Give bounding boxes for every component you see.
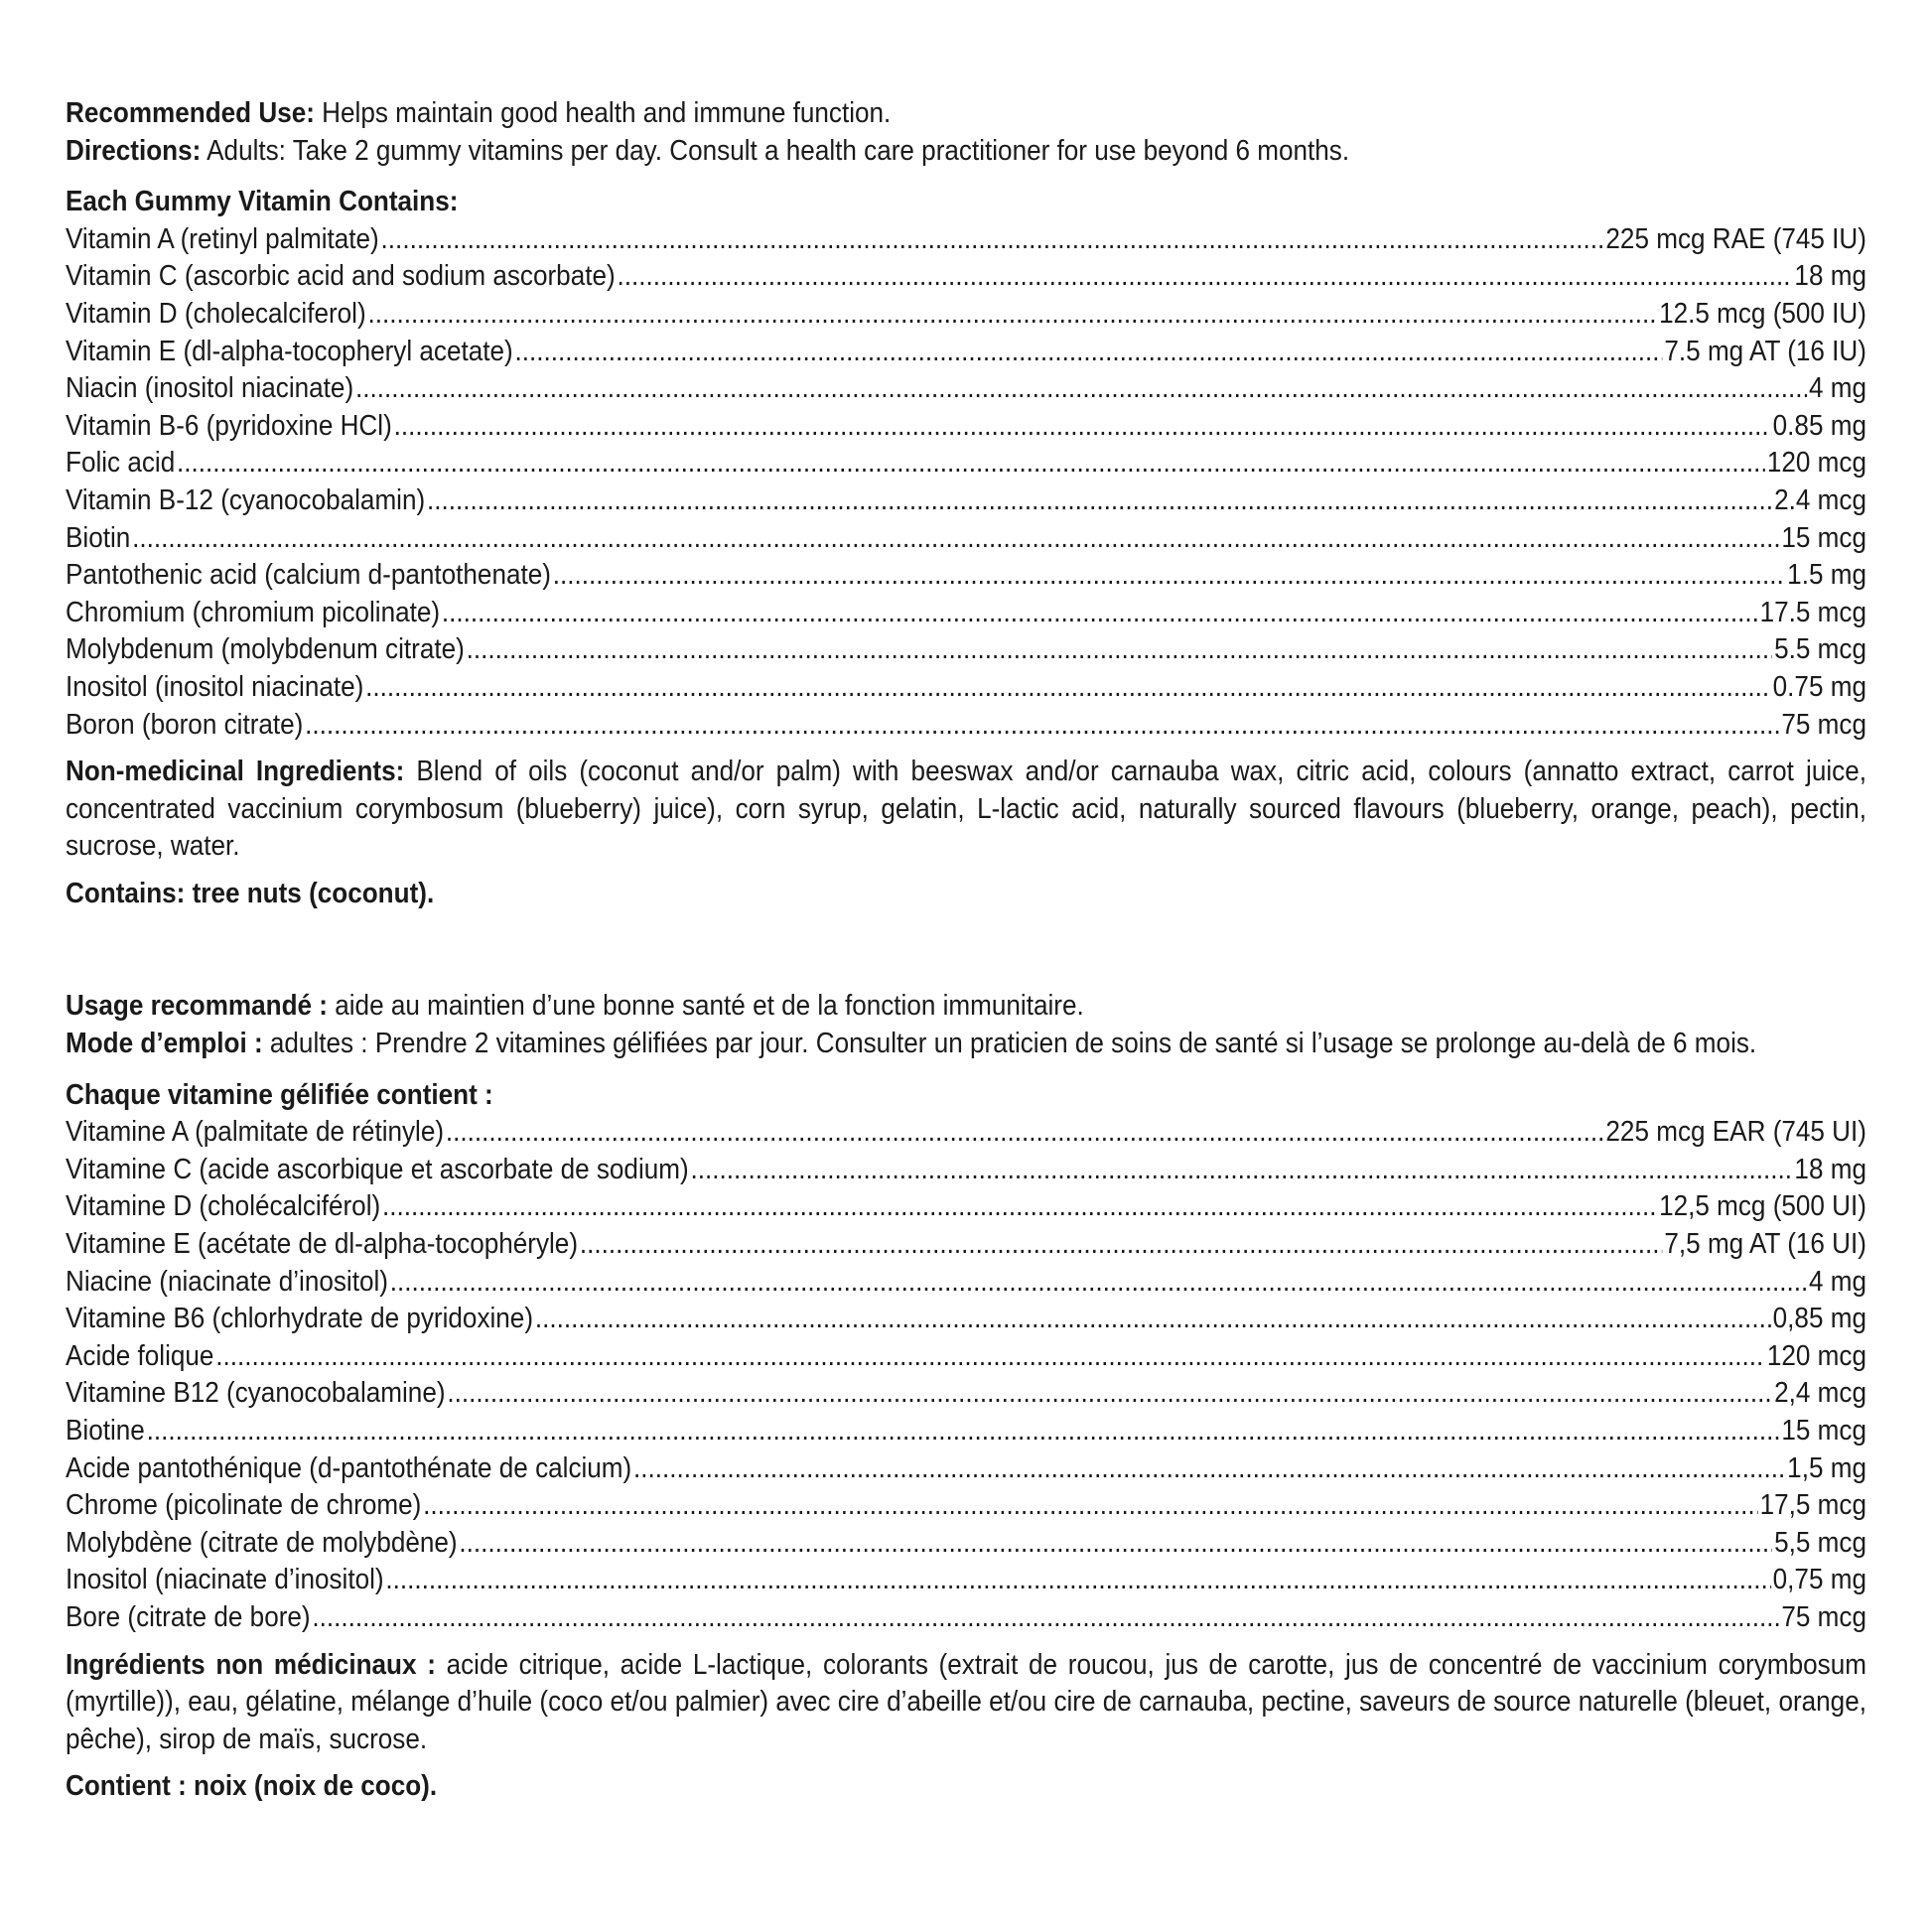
ingredient-name: Bore (citrate de bore) [66, 1600, 311, 1633]
contains-heading: Each Gummy Vitamin Contains: [66, 186, 459, 218]
ingredient-row [66, 1301, 1866, 1338]
ingredient-amount: 0,75 mg [1772, 1564, 1866, 1596]
ingredient-amount: 4 mg [1808, 1265, 1866, 1298]
ingredient-row [66, 595, 1866, 632]
ingredient-name: Molybdène (citrate de molybdène) [66, 1526, 458, 1559]
ingredient-name: Chromium (chromium picolinate) [66, 596, 441, 628]
ingredient-row [66, 669, 1866, 707]
ingredient-amount: 0.75 mg [1772, 670, 1866, 703]
ingredient-row [66, 483, 1866, 520]
ingredient-row [66, 334, 1866, 371]
ingredient-row [66, 296, 1866, 334]
ingredient-amount: 0,85 mg [1772, 1303, 1866, 1335]
ingredient-name: Acide pantothénique (d-pantothénate de calcium) [66, 1451, 632, 1484]
ingredient-name: Folic acid [66, 447, 176, 480]
directions [66, 133, 1866, 171]
ingredient-name: Vitamine D (cholécalciférol) [66, 1190, 381, 1223]
ingredient-name: Vitamine A (palmitate de rétinyle) [66, 1116, 445, 1149]
dot-leader [467, 631, 1773, 669]
dot-leader [427, 483, 1772, 520]
recommended-use-text: Helps maintain good health and immune function. [314, 97, 892, 129]
usage-recommande-label: Usage recommandé : [66, 990, 328, 1023]
ingredient-name: Vitamin B-6 (pyridoxine HCl) [66, 409, 392, 442]
non-medicinal-label: Non-medicinal Ingredients: [66, 756, 405, 788]
dot-leader [394, 408, 1771, 446]
ingredient-amount: 4 mg [1808, 372, 1866, 405]
mode-emploi-label: Mode d’emploi : [66, 1028, 263, 1060]
ingredient-name: Vitamin A (retinyl palmitate) [66, 222, 379, 255]
dot-leader [446, 1114, 1604, 1152]
dot-leader [535, 1301, 1771, 1338]
ingredient-amount: 18 mg [1794, 260, 1866, 293]
dot-leader [553, 557, 1786, 595]
dot-leader [312, 1599, 1779, 1637]
ingredient-row [66, 520, 1866, 558]
ingredient-name: Molybdenum (molybdenum citrate) [66, 633, 465, 666]
ingredient-name: Vitamine B6 (chlorhydrate de pyridoxine) [66, 1303, 534, 1335]
ingredient-row [66, 1188, 1866, 1226]
ingredient-name: Vitamin B-12 (cyanocobalamin) [66, 483, 426, 516]
ingredient-amount: 1,5 mg [1787, 1451, 1866, 1484]
dot-leader [580, 1226, 1663, 1264]
ingredient-amount: 120 mcg [1766, 447, 1866, 480]
ingredient-amount: 75 mcg [1781, 1600, 1866, 1633]
ingredient-amount: 225 mcg RAE (745 IU) [1605, 222, 1866, 255]
ingredient-row [66, 1599, 1866, 1637]
ingredient-row [66, 370, 1866, 408]
mode-emploi [66, 1026, 1866, 1063]
mode-emploi-text: adultes : Prendre 2 vitamines gélifiées par jour. Consulter un praticien de soins de santé si l’usage se prolonge au-delà de 6 mois. [262, 1028, 1757, 1060]
ingredient-row [66, 1450, 1866, 1488]
ingredient-name: Vitamine B12 (cyanocobalamine) [66, 1377, 446, 1410]
dot-leader [382, 1188, 1657, 1226]
non-medicinal-ingredients [66, 754, 1866, 866]
non-medicinal-text: Blend of oils (coconut and/or palm) with beeswax and/or carnauba wax, citric acid, colours (annatto extract, carrot juice, concentrated vaccinium corymbosum (blueberry) juice), corn syrup, gelatin, L-lactic acid, naturally sourced flavours (blueberry, orange, peach), pectin, sucrose, water. [66, 756, 1866, 863]
ingredient-amount: 75 mcg [1781, 708, 1866, 741]
non-medicinaux-text: acide citrique, acide L-lactique, colorants (extrait de roucou, jus de carotte, jus de concentré de vaccinium corymbosum (myrtille)), eau, gélatine, mélange d’huile (coco et/ou palmier) avec cire d’abeille et/ou cire de carnauba, pectine, saveurs de source naturelle (bleuet, orange, pêche), sirop de maïs, sucrose. [66, 1648, 1866, 1755]
ingredient-amount: 7.5 mg AT (16 IU) [1664, 335, 1866, 367]
ingredient-amount: 5.5 mcg [1774, 633, 1866, 666]
dot-leader [355, 370, 1807, 408]
ingredient-row [66, 445, 1866, 483]
dot-leader [447, 1375, 1772, 1413]
ingredient-amount: 12,5 mcg (500 UI) [1659, 1190, 1866, 1223]
ingredient-amount: 17,5 mcg [1759, 1489, 1866, 1522]
ingredient-amount: 2,4 mcg [1774, 1377, 1866, 1410]
ingredient-amount: 2.4 mcg [1774, 483, 1866, 516]
english-section [66, 95, 1866, 912]
recommended-use-label: Recommended Use: [66, 97, 315, 129]
ingredient-name: Biotin [66, 521, 131, 554]
directions-text: Adults: Take 2 gummy vitamins per day. Consult a health care practitioner for use beyond 6 months. [201, 134, 1350, 167]
ingredient-amount: 1.5 mg [1787, 559, 1866, 592]
dot-leader [147, 1413, 1780, 1450]
dot-leader [305, 707, 1779, 745]
recommended-use [66, 95, 1866, 133]
ingredient-amount: 0.85 mg [1772, 409, 1866, 442]
usage-recommande-text: aide au maintien d’une bonne santé et de la fonction immunitaire. [327, 990, 1084, 1023]
directions-label: Directions: [66, 134, 202, 167]
ingredients-non-medicinaux [66, 1647, 1866, 1759]
dot-leader [381, 221, 1604, 259]
ingredient-name: Niacine (niacinate d’inositol) [66, 1265, 388, 1298]
ingredient-row [66, 707, 1866, 745]
ingredient-row [66, 1264, 1866, 1302]
dot-leader [423, 1487, 1758, 1525]
ingredient-name: Niacin (inositol niacinate) [66, 372, 354, 405]
ingredient-row [66, 408, 1866, 446]
ingredient-list-fr [66, 1114, 1866, 1636]
ingredient-name: Inositol (inositol niacinate) [66, 670, 364, 703]
ingredient-name: Pantothenic acid (calcium d-pantothenate) [66, 559, 551, 592]
dot-leader [633, 1450, 1785, 1488]
contient-statement: Contient : noix (noix de coco). [66, 1770, 438, 1803]
ingredient-name: Vitamine E (acétate de dl-alpha-tocophéryle) [66, 1228, 579, 1261]
dot-leader [691, 1152, 1793, 1189]
ingredient-name: Vitamine C (acide ascorbique et ascorbate de sodium) [66, 1153, 689, 1185]
ingredient-row [66, 1562, 1866, 1599]
ingredient-name: Boron (boron citrate) [66, 708, 304, 741]
dot-leader [459, 1525, 1772, 1563]
label-page [66, 95, 1866, 1806]
ingredient-list-en [66, 221, 1866, 744]
dot-leader [385, 1562, 1770, 1599]
contient-heading: Chaque vitamine gélifiée contient : [66, 1078, 493, 1111]
ingredient-row [66, 1226, 1866, 1264]
usage-recommande [66, 988, 1866, 1026]
ingredient-row [66, 631, 1866, 669]
dot-leader [132, 520, 1779, 558]
ingredient-amount: 120 mcg [1766, 1339, 1866, 1372]
ingredient-name: Biotine [66, 1415, 145, 1447]
dot-leader [177, 445, 1765, 483]
dot-leader [442, 595, 1758, 632]
ingredient-name: Chrome (picolinate de chrome) [66, 1489, 422, 1522]
ingredient-row [66, 1114, 1866, 1152]
ingredient-name: Vitamin E (dl-alpha-tocopheryl acetate) [66, 335, 513, 367]
ingredient-amount: 15 mcg [1781, 521, 1866, 554]
ingredient-row [66, 258, 1866, 296]
dot-leader [390, 1264, 1807, 1302]
ingredient-row [66, 221, 1866, 259]
ingredient-amount: 18 mg [1794, 1153, 1866, 1185]
ingredient-row [66, 1152, 1866, 1189]
ingredient-amount: 5,5 mcg [1774, 1526, 1866, 1559]
ingredient-amount: 15 mcg [1781, 1415, 1866, 1447]
ingredient-name: Vitamin C (ascorbic acid and sodium ascorbate) [66, 260, 616, 293]
dot-leader [365, 669, 1771, 707]
ingredient-amount: 7,5 mg AT (16 UI) [1664, 1228, 1866, 1261]
dot-leader [515, 334, 1663, 371]
ingredient-amount: 12.5 mcg (500 IU) [1659, 297, 1866, 330]
dot-leader [617, 258, 1792, 296]
ingredient-row [66, 1375, 1866, 1413]
allergen-statement: Contains: tree nuts (coconut). [66, 877, 435, 909]
dot-leader [215, 1338, 1765, 1376]
ingredient-row [66, 1413, 1866, 1450]
ingredient-name: Acide folique [66, 1339, 214, 1372]
ingredient-row [66, 557, 1866, 595]
non-medicinaux-label: Ingrédients non médicinaux : [66, 1648, 436, 1681]
french-section [66, 988, 1866, 1805]
ingredient-row [66, 1525, 1866, 1563]
ingredient-row [66, 1338, 1866, 1376]
ingredient-row [66, 1487, 1866, 1525]
ingredient-name: Vitamin D (cholecalciferol) [66, 297, 366, 330]
ingredient-name: Inositol (niacinate d’inositol) [66, 1564, 384, 1596]
dot-leader [367, 296, 1657, 334]
ingredient-amount: 225 mcg EAR (745 UI) [1605, 1116, 1866, 1149]
ingredient-amount: 17.5 mcg [1759, 596, 1866, 628]
